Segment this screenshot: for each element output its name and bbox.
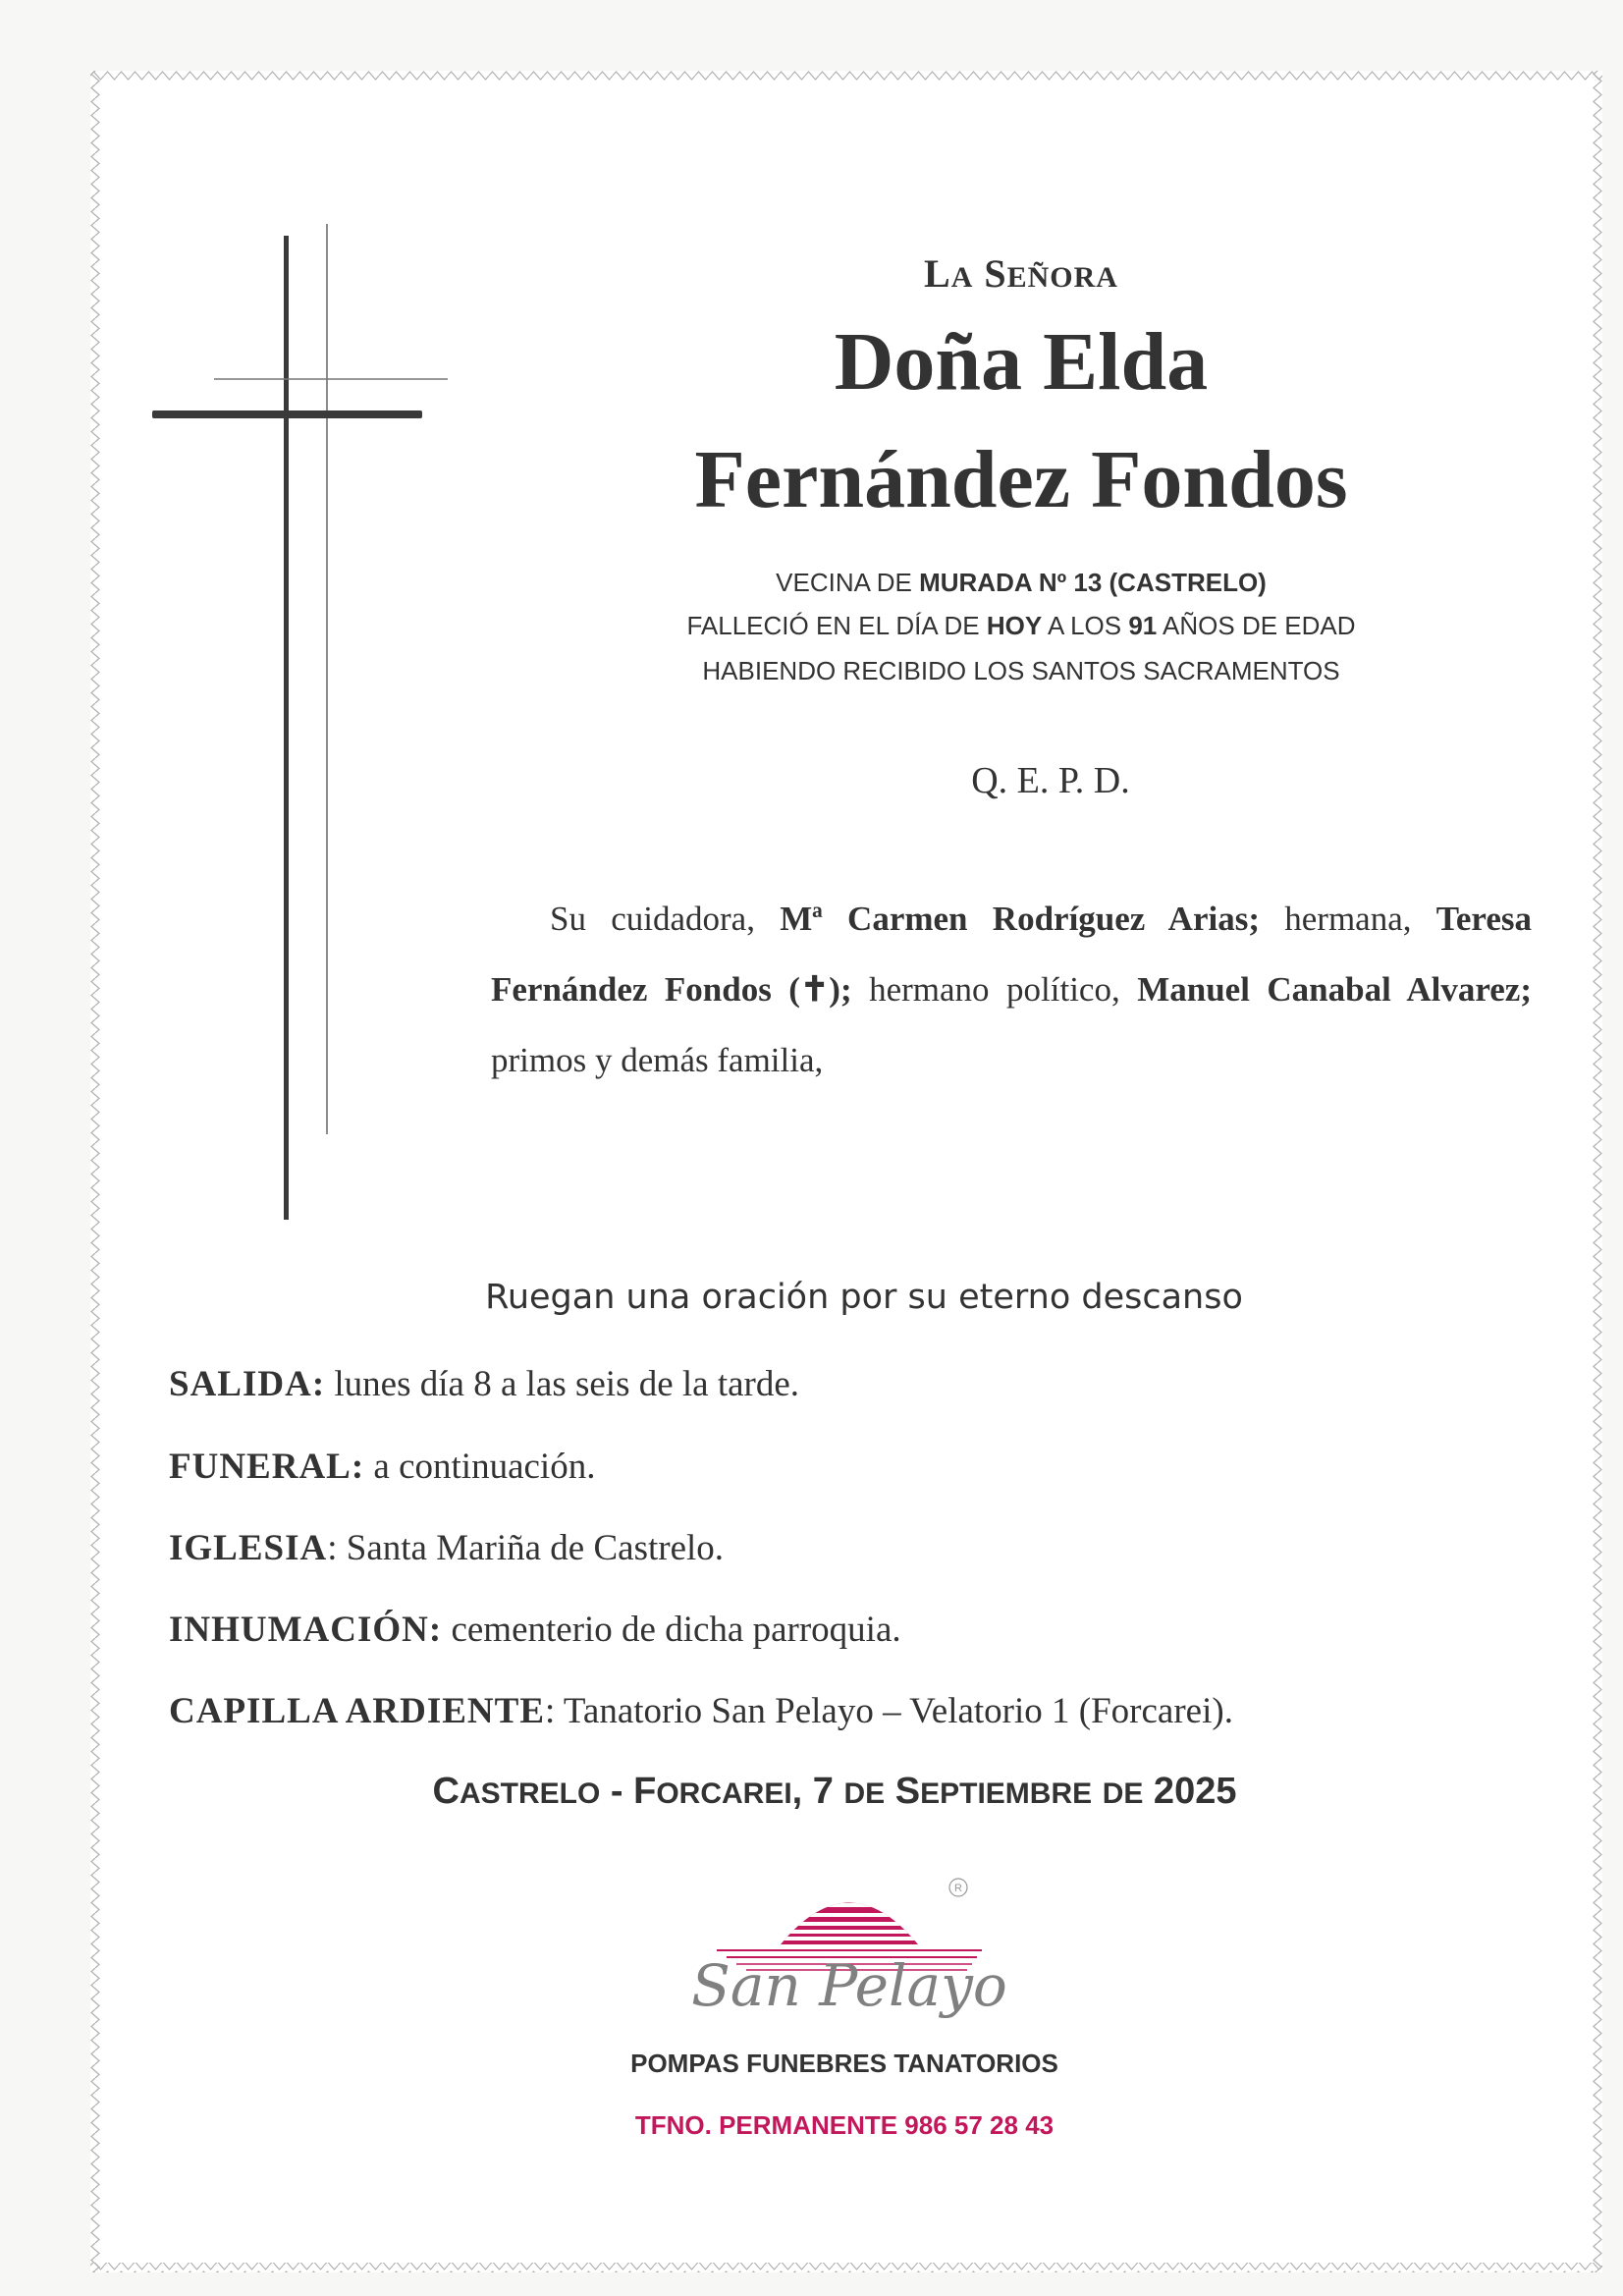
prayer-request: Ruegan una oración por su eterno descanso xyxy=(485,1278,1243,1317)
detail-label: FUNERAL: xyxy=(169,1447,365,1487)
logo-script-text: San Pelayo xyxy=(691,1952,1007,2019)
info-bold: 91 xyxy=(1128,611,1158,640)
title-prefix-cap: L xyxy=(924,251,951,296)
detail-label: CAPILLA ARDIENTE xyxy=(169,1691,546,1731)
closing-sc: ASTRELO xyxy=(459,1777,601,1810)
detail-label: INHUMACIÓN: xyxy=(169,1610,443,1650)
detail-value: : Santa Mariña de Castrelo. xyxy=(327,1528,725,1568)
info-text: FALLECIÓ EN EL DÍA DE xyxy=(686,611,987,640)
closing-sc: EPTIEMBRE xyxy=(920,1777,1093,1810)
family-text: primos y demás familia, xyxy=(491,1041,824,1079)
detail-value: cementerio de dicha parroquia. xyxy=(442,1610,901,1650)
place-date xyxy=(324,1771,1345,1813)
family-name: Manuel Canabal Alvarez; xyxy=(1137,970,1532,1009)
closing-cap: S xyxy=(894,1771,921,1812)
detail-salida xyxy=(169,1363,799,1405)
title-la-senora xyxy=(727,250,1316,297)
family-name: Mª Carmen Rodríguez Arias; xyxy=(780,900,1260,938)
closing-space xyxy=(885,1771,895,1812)
info-text: VECINA DE xyxy=(776,568,920,597)
detail-iglesia xyxy=(169,1527,724,1569)
closing-sc: ORCAREI xyxy=(656,1777,792,1810)
title-word-rest: EÑORA xyxy=(1006,261,1118,294)
info-text: AÑOS DE EDAD xyxy=(1157,611,1356,640)
qepd: Q. E. P. D. xyxy=(971,760,1130,801)
family-text: Su cuidadora, xyxy=(550,900,781,938)
family-name: Teresa Fernández Fondos (✝); xyxy=(491,900,1532,1009)
company-tagline: POMPAS FUNEBRES TANATORIOS xyxy=(630,2049,1058,2078)
phone-number: TFNO. PERMANENTE 986 57 28 43 xyxy=(634,2110,1055,2140)
closing-sc: DE xyxy=(1102,1777,1144,1810)
closing-cap: C xyxy=(432,1771,460,1812)
info-line-residence xyxy=(589,568,1453,598)
title-word-cap: S xyxy=(984,251,1007,296)
family-text: hermano político, xyxy=(851,970,1138,1009)
detail-value: a continuación. xyxy=(364,1447,596,1487)
family-paragraph xyxy=(491,884,1532,1096)
info-text: A LOS xyxy=(1042,611,1129,640)
san-pelayo-logo xyxy=(687,1866,1011,2043)
detail-funeral xyxy=(169,1446,595,1488)
closing-year: 2025 xyxy=(1143,1771,1237,1812)
info-bold: MURADA Nº 13 (CASTRELO) xyxy=(919,568,1267,597)
detail-inhumacion xyxy=(169,1609,901,1651)
deceased-name-line2: Fernández Fondos xyxy=(694,434,1348,525)
registered-mark: R xyxy=(954,1883,962,1894)
closing-cap: F xyxy=(633,1771,657,1812)
logo-sun-icon xyxy=(776,1866,923,1944)
info-bold: HOY xyxy=(986,611,1043,640)
detail-label: SALIDA: xyxy=(169,1364,326,1404)
closing-text: , 7 xyxy=(791,1771,844,1812)
title-prefix-rest: A xyxy=(950,261,974,294)
detail-capilla xyxy=(169,1690,1233,1732)
info-line-sacraments: HABIENDO RECIBIDO LOS SANTOS SACRAMENTOS xyxy=(702,656,1340,685)
closing-sc: DE xyxy=(843,1777,886,1810)
deceased-name-line1: Doña Elda xyxy=(834,316,1209,408)
family-text: hermana, xyxy=(1259,900,1436,938)
detail-value: lunes día 8 a las seis de la tarde. xyxy=(325,1364,800,1404)
closing-sep: - xyxy=(600,1771,634,1812)
closing-space xyxy=(1092,1771,1103,1812)
detail-label: IGLESIA xyxy=(169,1528,328,1568)
detail-value: : Tanatorio San Pelayo – Velatorio 1 (Forcarei). xyxy=(545,1691,1233,1731)
cross-icon xyxy=(0,0,491,1277)
info-line-death xyxy=(589,611,1453,641)
